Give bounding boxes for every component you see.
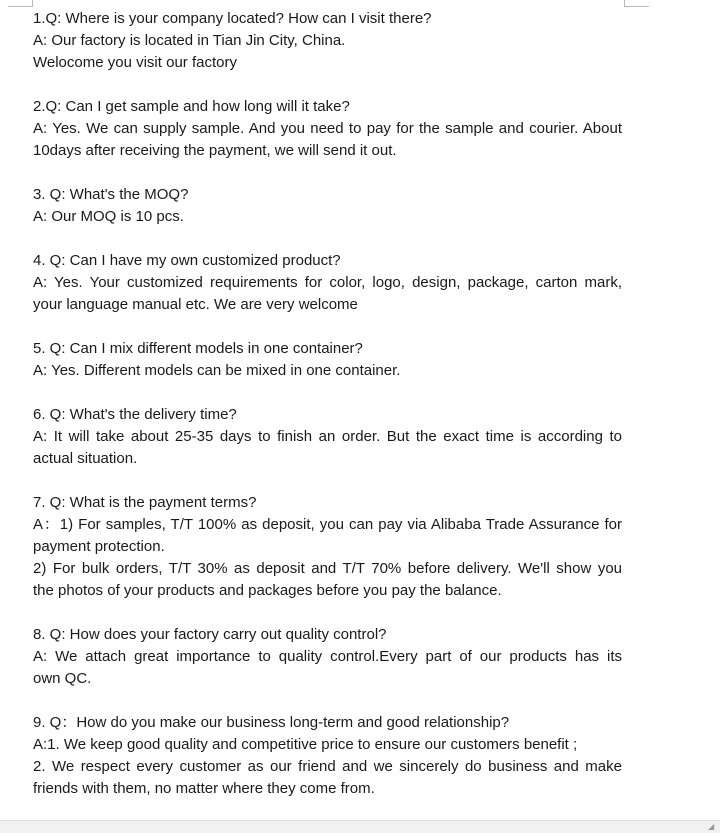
faq-item <box>33 712 622 800</box>
faq-answer-line: A: Yes. Your customized requirements for color, logo, design, package, carton mark, <box>33 274 622 291</box>
faq-answer-line: A: Our factory is located in Tian Jin City, China. <box>33 32 346 49</box>
faq-answer-line: 10days after receiving the payment, we will send it out. <box>33 142 397 159</box>
faq-item <box>33 184 622 228</box>
paragraph-spacer <box>33 316 622 338</box>
faq-item <box>33 624 622 690</box>
faq-question: 6. Q: What's the delivery time? <box>33 406 237 423</box>
faq-answer-line: A: Our MOQ is 10 pcs. <box>33 208 184 225</box>
page-corner-mark-left <box>8 0 33 7</box>
horizontal-scrollbar[interactable] <box>0 820 720 833</box>
faq-item <box>33 492 622 602</box>
faq-answer-line: A:1. We keep good quality and competitive price to ensure our customers benefit ; <box>33 736 578 753</box>
resize-grip-icon: ◢ <box>708 822 715 831</box>
paragraph-spacer <box>33 470 622 492</box>
faq-item <box>33 404 622 470</box>
faq-answer-line: A: We attach great importance to quality control.Every part of our products has its <box>33 648 622 665</box>
faq-answer-line: A: Yes. Different models can be mixed in one container. <box>33 362 401 379</box>
paragraph-spacer <box>33 690 622 712</box>
faq-question: 1.Q: Where is your company located? How can I visit there? <box>33 10 432 27</box>
faq-item <box>33 8 622 74</box>
faq-question: 4. Q: Can I have my own customized product? <box>33 252 341 269</box>
faq-answer-line: A：1) For samples, T/T 100% as deposit, you can pay via Alibaba Trade Assurance for <box>33 516 622 533</box>
faq-item <box>33 338 622 382</box>
faq-item <box>33 96 622 162</box>
paragraph-spacer <box>33 74 622 96</box>
faq-answer-line: own QC. <box>33 670 92 687</box>
paragraph-spacer <box>33 602 622 624</box>
faq-answer-line: Welocome you visit our factory <box>33 54 237 71</box>
faq-question: 7. Q: What is the payment terms? <box>33 494 257 511</box>
faq-answer-line: payment protection. <box>33 538 165 555</box>
faq-answer-line: A: It will take about 25-35 days to finish an order. But the exact time is according to <box>33 428 622 445</box>
paragraph-spacer <box>33 382 622 404</box>
paragraph-spacer <box>33 162 622 184</box>
faq-answer-line: 2. We respect every customer as our friend and we sincerely do business and make <box>33 758 622 775</box>
faq-question: 9. Q：How do you make our business long-term and good relationship? <box>33 714 510 731</box>
faq-question: 3. Q: What's the MOQ? <box>33 186 189 203</box>
faq-answer-line: friends with them, no matter where they come from. <box>33 780 375 797</box>
faq-answer-line: 2) For bulk orders, T/T 30% as deposit and T/T 70% before delivery. We'll show you <box>33 560 622 577</box>
faq-answer-line: A: Yes. We can supply sample. And you need to pay for the sample and courier. About <box>33 120 622 137</box>
faq-answer-line: the photos of your products and packages before you pay the balance. <box>33 582 502 599</box>
faq-question: 8. Q: How does your factory carry out quality control? <box>33 626 387 643</box>
faq-answer-line: your language manual etc. We are very welcome <box>33 296 358 313</box>
paragraph-spacer <box>33 228 622 250</box>
page-corner-mark-right <box>624 0 649 7</box>
faq-question: 2.Q: Can I get sample and how long will it take? <box>33 98 350 115</box>
faq-item <box>33 250 622 316</box>
faq-body <box>33 8 622 800</box>
faq-question: 5. Q: Can I mix different models in one container? <box>33 340 363 357</box>
faq-answer-line: actual situation. <box>33 450 138 467</box>
